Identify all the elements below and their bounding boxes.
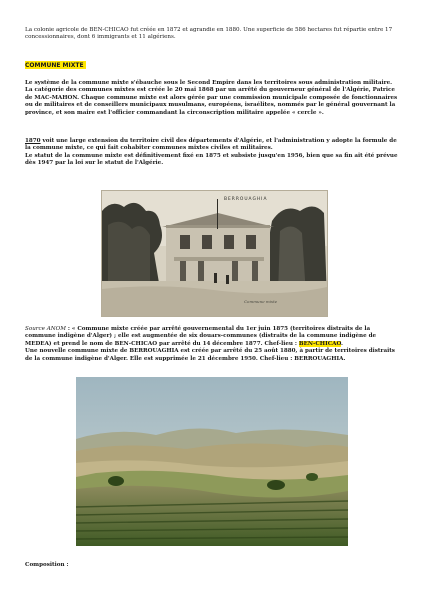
postcard-photo (101, 190, 328, 317)
source-text-b: . (341, 340, 343, 347)
year-1870-link: 1870 (25, 138, 41, 144)
paragraph-1870-text: voit une large extension du territoire civil des départements d'Algérie, et l'administration y adopte la formule de la commune mixte, ce qui fait cohabiter communes mixtes civiles et militaires. (25, 138, 397, 152)
postcard-title: BERROUAGHIA (224, 197, 268, 202)
highlighted-chef-lieu: BEN-CHICAO (298, 340, 342, 347)
landscape-photo (76, 377, 348, 546)
paragraph-1870 (25, 138, 400, 168)
postcard-caption: Commune mixte (244, 299, 278, 304)
postcard-illustration (102, 191, 327, 316)
composition-label: Composition : (25, 562, 69, 568)
landscape-illustration (76, 377, 348, 546)
commune-mixte-paragraph: Le système de la commune mixte s'ébauche sous le Second Empire dans les territoires sous administration militaire. La catégorie des communes mixtes est créée le 20 mai 1868 par un arrêté du gouverneur général de l'Algérie, Patrice de MAC-MAHON. Chaque commune mixte est alors gérée par une commission municipale composée de fonctionnaires ou de militaires et de conseillers municipaux musulmans, européens, israélites, nommés par le général gouvernant la province, et son maire est l'officier commandant la circonscription militaire appelée « cercle ». (25, 80, 398, 116)
source-text-a: : « Commune mixte créée par arrêté gouvernemental du 1er juin 1875 (territoires distraits de la commune indigène d'Alger) ; elle est augmentée de six douars-communes (distraits de la commune indigène de MEDEA) et prend le nom de BEN-CHICAO par arrêté du 14 décembre 1877. Chef-lieu : (25, 326, 377, 347)
paragraph-1875-text: Le statut de la commune mixte est définitivement fixé en 1875 et subsiste jusqu'en 1956, bien que sa fin ait été prévue dès 1947 par la loi sur le statut de l'Algérie. (25, 152, 398, 167)
source-label: Source ANOM (25, 326, 66, 332)
berrouaghia-text: Une nouvelle commune mixte de BERROUAGHIA est créée par arrêté du 25 août 1880, à partir de territoires distraits de la commune indigène d'Alger. Elle est supprimée le 21 décembre 1950. Chef-lieu : BERROUAGHIA. (25, 348, 395, 362)
source-anom-paragraph (25, 326, 400, 363)
section-heading: COMMUNE MIXTE (25, 61, 84, 69)
intro-paragraph: La colonie agricole de BEN-CHICAO fut créée en 1872 et agrandie en 1880. Une superficie de 586 hectares fut répartie entre 17 concessionnaires, dont 6 immigrants et 11 algériens. (25, 27, 393, 41)
